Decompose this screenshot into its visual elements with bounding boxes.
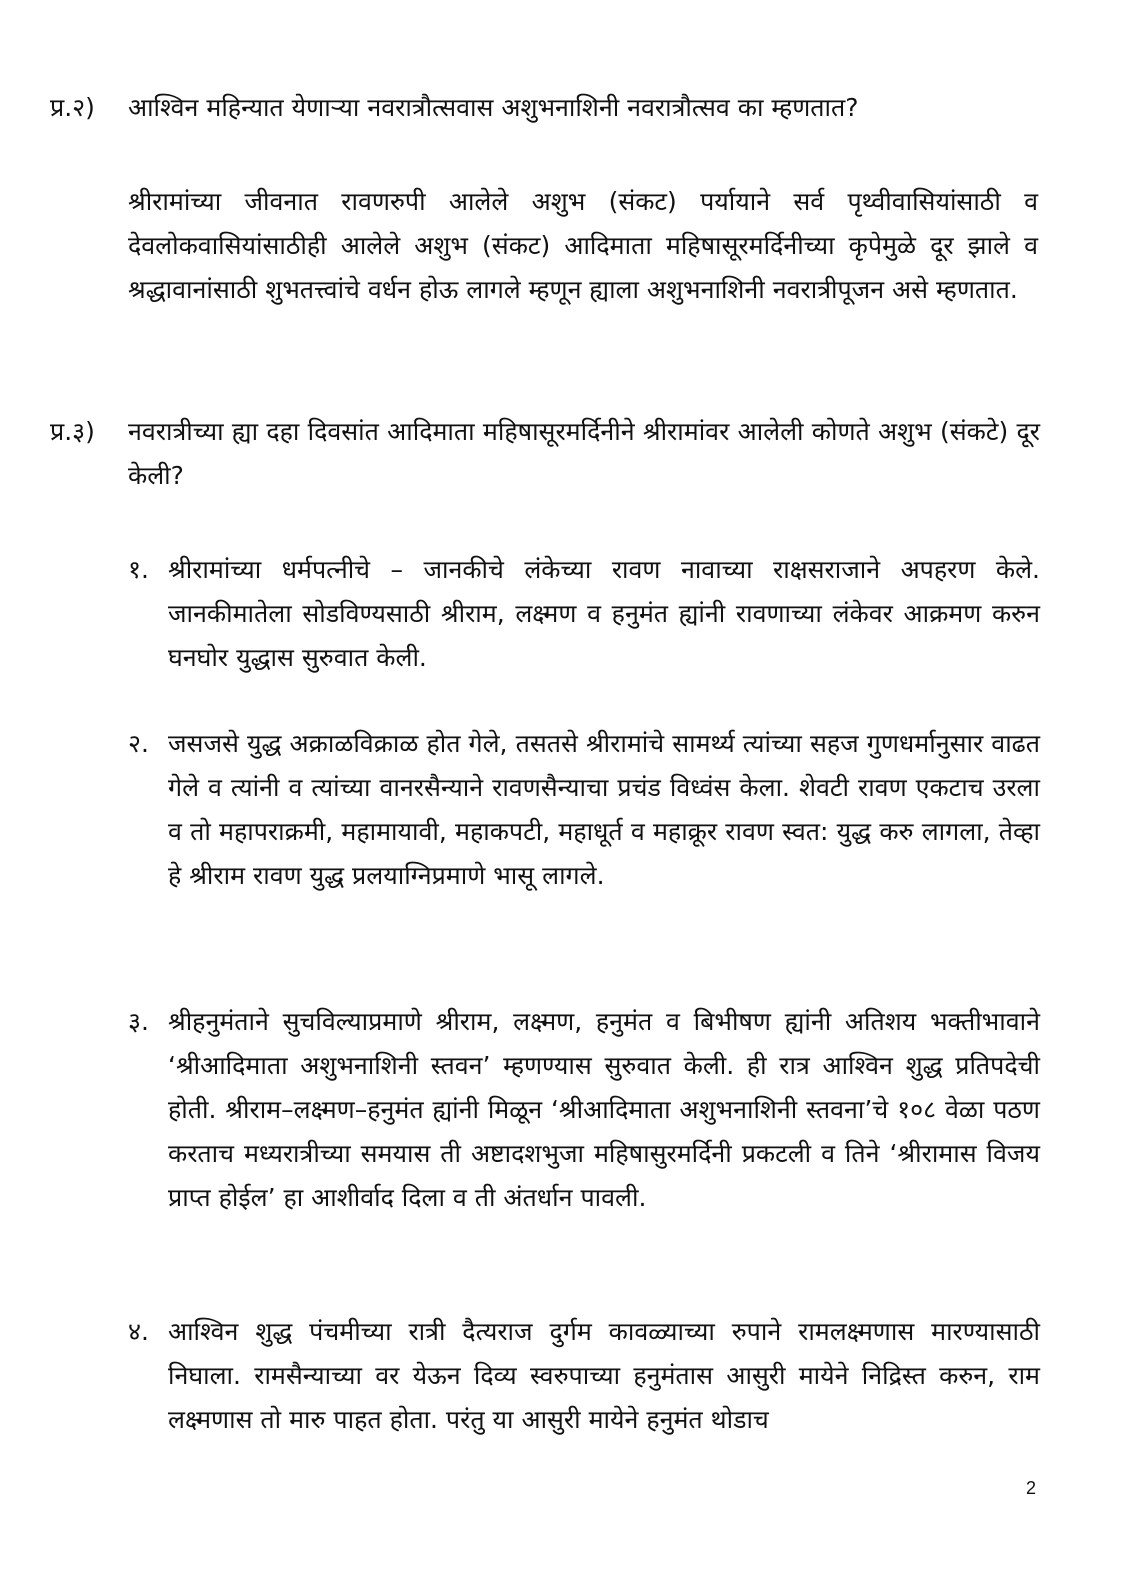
list-item-text: श्रीहनुमंताने सुचविल्याप्रमाणे श्रीराम, लक्ष्मण, हनुमंत व बिभीषण ह्यांनी अतिशय भक्तीभावाने ‘श्रीआदिमाता अशुभनाशिनी स्तवन’ म्हणण्यास सुरुवात केली. ही रात्र आश्विन शुद्ध प्रतिपदेची होती. श्रीराम–लक्ष्मण–हनुमंत ह्यांनी मिळून ‘श्रीआदिमाता अशुभनाशिनी स्तवना’चे १०८ वेळा पठण करताच मध्यरात्रीच्या समयास ती अष्टादशभुजा महिषासुरमर्दिनी प्रकटली व तिने ‘श्रीरामास विजय प्राप्त होईल’ हा आशीर्वाद दिला व ती अंतर्धान पावली. xyxy=(168,1007,1040,1212)
question-text: नवरात्रीच्या ह्या दहा दिवसांत आदिमाता महिषासूरमर्दिनीने श्रीरामांवर आलेली कोणते अशुभ (संकटे) दूर केली? xyxy=(128,417,1040,490)
list-item-text: जसजसे युद्ध अक्राळविक्राळ होत गेले, तसतसे श्रीरामांचे सामर्थ्य त्यांच्या सहज गुणधर्मानुसार वाढत गेले व त्यांनी व त्यांच्या वानरसैन्याने रावणसैन्याचा प्रचंड विध्वंस केला. शेवटी रावण एकटाच उरला व तो महापराक्रमी, महामायावी, महाकपटी, महाधूर्त व महाक्रूर रावण स्वत: युद्ध करु लागला, तेव्हा हे श्रीराम रावण युद्ध प्रलयाग्निप्रमाणे भासू लागले. xyxy=(168,729,1040,890)
list-item-text: श्रीरामांच्या धर्मपत्नीचे – जानकीचे लंकेच्या रावण नावाच्या राक्षसराजाने अपहरण केले. जानकीमातेला सोडविण्यसाठी श्रीराम, लक्ष्मण व हनुमंत ह्यांनी रावणाच्या लंकेवर आक्रमण करुन घनघोर युद्धास सुरुवात केली. xyxy=(168,555,1040,672)
list-item-text: आश्विन शुद्ध पंचमीच्या रात्री दैत्यराज दुर्गम कावळ्याच्या रुपाने रामलक्ष्मणास मारण्यासाठी निघाला. रामसैन्याच्या वर येऊन दिव्य स्वरुपाच्या हनुमंतास आसुरी मायेने निद्रिस्त करुन, राम लक्ष्मणास तो मारु पाहत होता. परंतु या आसुरी मायेने हनुमंत थोडाच xyxy=(168,1317,1040,1434)
question-2 xyxy=(50,86,1040,130)
list-item xyxy=(128,722,1040,898)
question-number: प्र.२) xyxy=(50,93,95,122)
answer-2-paragraph: श्रीरामांच्या जीवनात रावणरुपी आलेले अशुभ (संकट) पर्यायाने सर्व पृथ्वीवासियांसाठी व देवलोकवासियांसाठीही आलेले अशुभ (संकट) आदिमाता महिषासूरमर्दिनीच्या कृपेमुळे दूर झाले व श्रद्धावानांसाठी शुभतत्त्वांचे वर्धन होऊ लागले म्हणून ह्याला अशुभनाशिनी नवरात्रीपूजन असे म्हणतात. xyxy=(128,187,1038,304)
list-item xyxy=(128,548,1040,680)
list-item xyxy=(128,1310,1040,1442)
list-item-number: १. xyxy=(128,555,149,584)
page-number: 2 xyxy=(1025,1478,1036,1498)
question-number: प्र.३) xyxy=(50,417,95,446)
question-text: आश्विन महिन्यात येणाऱ्या नवरात्रौत्सवास अशुभनाशिनी नवरात्रौत्सव का म्हणतात? xyxy=(128,93,859,122)
question-3 xyxy=(50,410,1040,498)
list-item-number: ४. xyxy=(128,1317,149,1346)
list-item-number: ३. xyxy=(128,1007,149,1036)
list-item xyxy=(128,1000,1040,1220)
list-item-number: २. xyxy=(128,729,149,758)
